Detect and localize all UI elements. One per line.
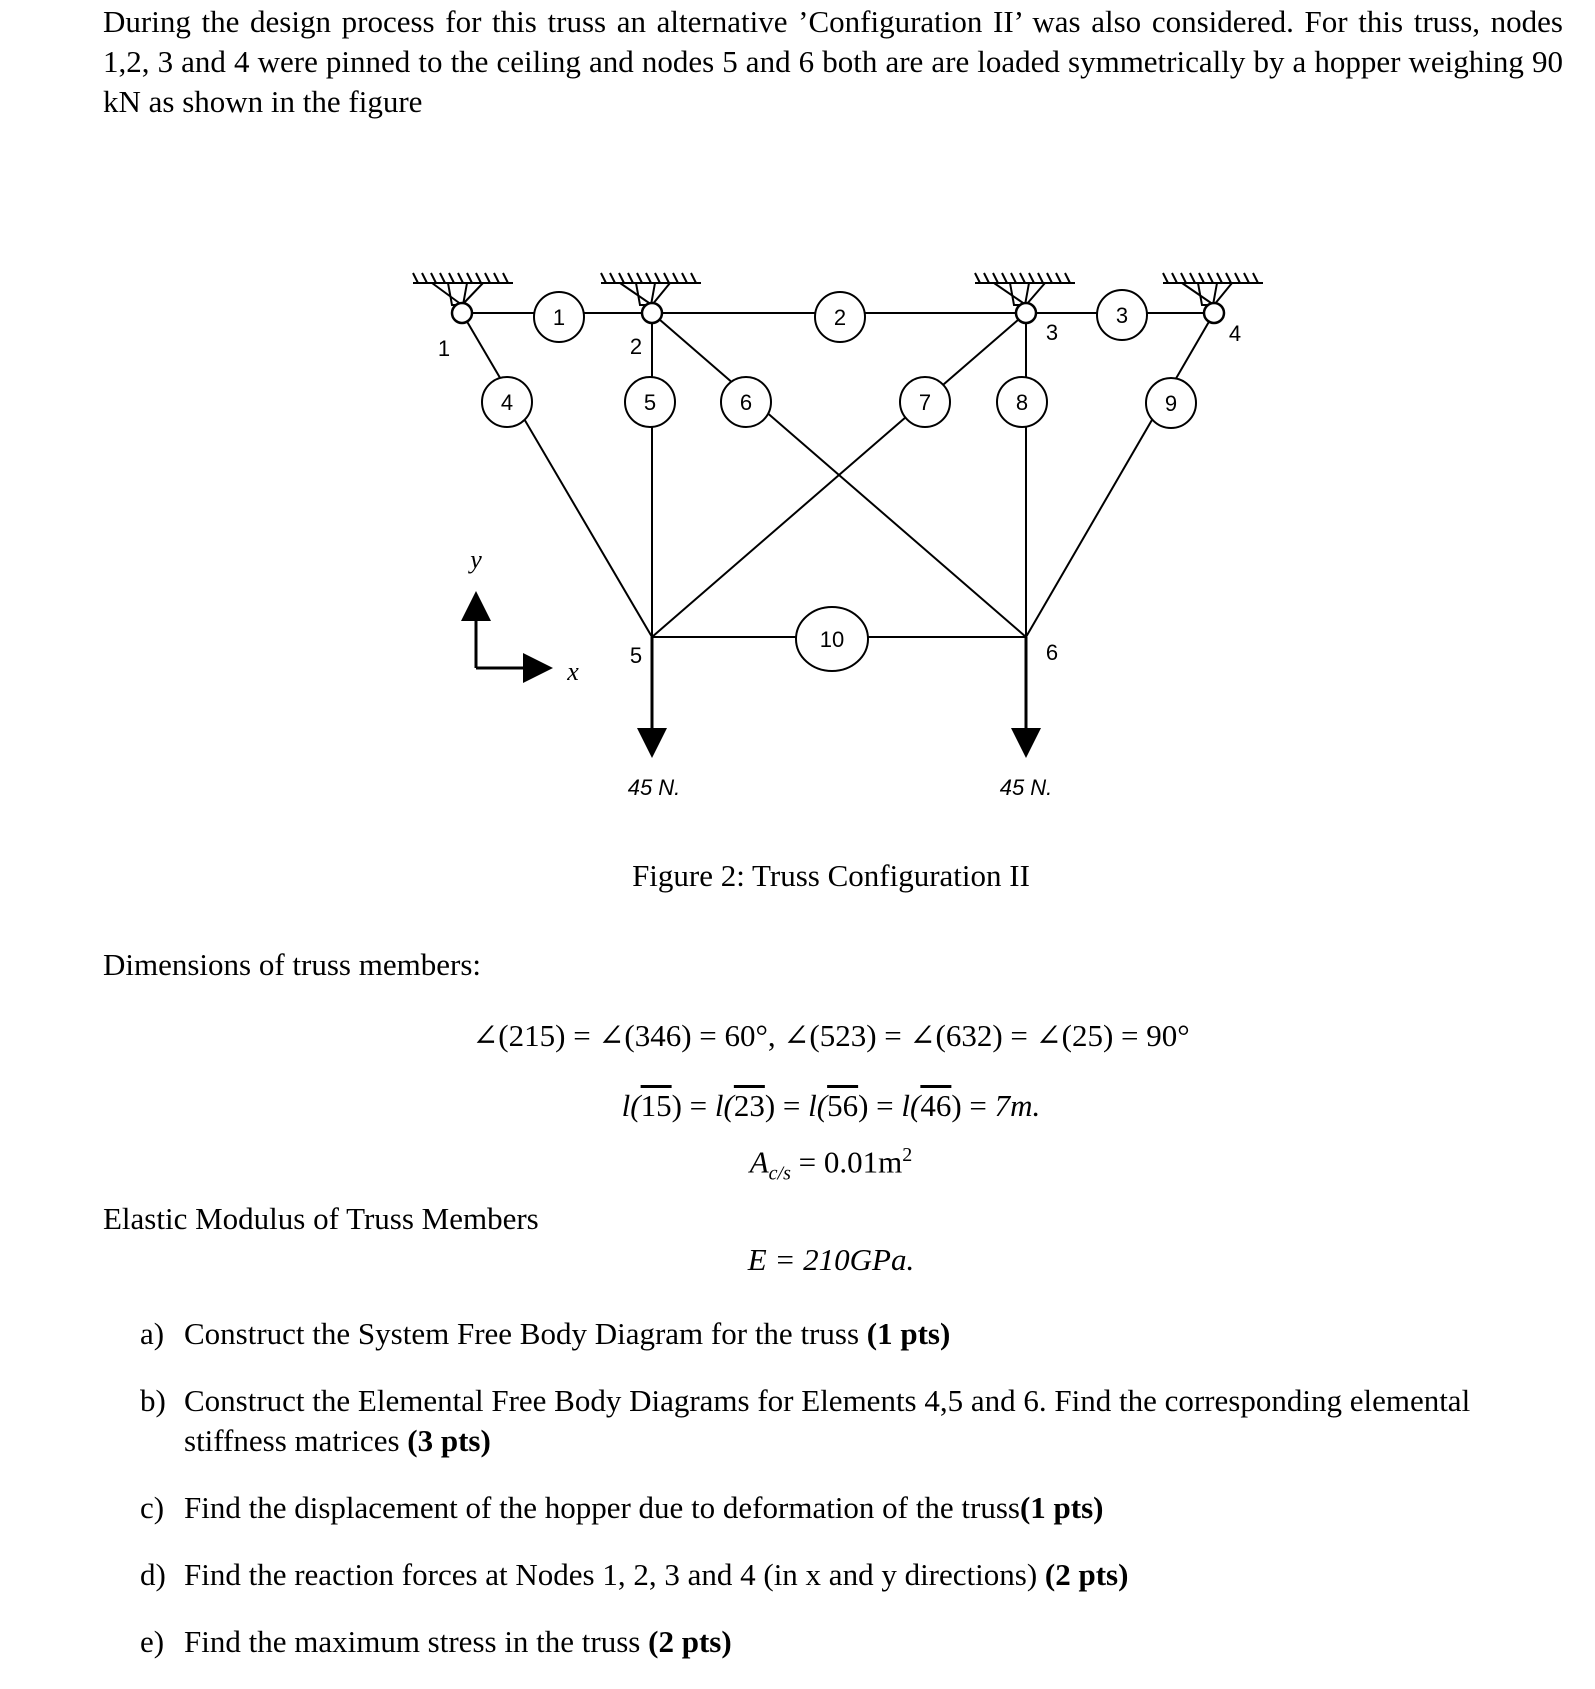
- truss-members: [462, 313, 1214, 637]
- ceiling-hatch-4: [1163, 273, 1263, 283]
- node-pin-4: [1204, 303, 1224, 323]
- axis-y-label: y: [470, 545, 482, 574]
- element-label-9: 9: [1164, 391, 1178, 416]
- length-46: 46: [920, 1088, 952, 1123]
- element-label-1: 1: [552, 305, 566, 330]
- angle-equation: ∠(215) = ∠(346) = 60°, ∠(523) = ∠(632) = ∠(25) = 90°: [472, 1018, 1190, 1053]
- element-label-7: 7: [918, 390, 932, 415]
- element-label-5: 5: [643, 390, 657, 415]
- node-label-5: 5: [629, 643, 643, 668]
- length-23: 23: [733, 1088, 765, 1123]
- element-label-4: 4: [500, 390, 514, 415]
- figure-caption: Figure 2: Truss Configuration II: [632, 858, 1030, 893]
- element-label-circles: [482, 290, 1196, 671]
- question-b: b) Construct the Elemental Free Body Diagrams for Elements 4,5 and 6. Find the corresponding elemental stiffness matrices (3 pts): [140, 1383, 1471, 1458]
- element-label-10: 10: [819, 627, 845, 652]
- node-label-6: 6: [1045, 640, 1059, 665]
- length-equation: l(15) = l(23) = l(56) = l(46) = 7m.: [621, 1088, 1041, 1123]
- element-label-6: 6: [739, 390, 753, 415]
- question-e: e) Find the maximum stress in the truss (2 pts): [140, 1624, 732, 1659]
- ceiling-hatch-1: [413, 273, 513, 283]
- node-pin-3: [1016, 303, 1036, 323]
- dimensions-heading: Dimensions of truss members:: [103, 947, 481, 982]
- elastic-equation: E = 210GPa.: [747, 1242, 915, 1277]
- load-label-right: 45 N.: [999, 775, 1053, 800]
- question-c: c) Find the displacement of the hopper due to deformation of the truss(1 pts): [140, 1490, 1104, 1525]
- intro-paragraph: During the design process for this truss an alternative ’Configuration II’ was also considered. For this truss, nodes 1,2, 3 and 4 were pinned to the ceiling and nodes 5 and 6 both are are loaded symmetrically by a hopper weighing 90 kN as shown in the figure: [103, 4, 1563, 119]
- element-label-8: 8: [1015, 390, 1029, 415]
- ceiling-hatches: [413, 273, 1263, 283]
- question-list: [140, 1314, 1563, 1689]
- node-label-4: 4: [1228, 321, 1242, 346]
- load-label-left: 45 N.: [627, 775, 681, 800]
- node-label-3: 3: [1045, 320, 1059, 345]
- length-56: 56: [827, 1088, 859, 1123]
- node-pin-1: [452, 303, 472, 323]
- question-d: d) Find the reaction forces at Nodes 1, 2, 3 and 4 (in x and y directions) (2 pts): [140, 1557, 1129, 1592]
- node-pin-2: [642, 303, 662, 323]
- member-4: [462, 313, 652, 637]
- elastic-heading: Elastic Modulus of Truss Members: [103, 1201, 539, 1236]
- area-equation: $A_{c/s} = 0.01m^2$: [749, 1144, 913, 1185]
- question-a: a) Construct the System Free Body Diagram for the truss (1 pts): [140, 1316, 951, 1351]
- ceiling-hatch-2: [601, 273, 701, 283]
- coordinate-axes: [467, 545, 579, 686]
- ceiling-hatch-3: [975, 273, 1075, 283]
- node-label-1: 1: [437, 336, 451, 361]
- node-label-2: 2: [629, 334, 643, 359]
- axis-x-label: x: [567, 657, 579, 686]
- member-9: [1026, 313, 1214, 637]
- length-15: 15: [640, 1088, 672, 1123]
- element-label-2: 2: [833, 305, 847, 330]
- element-label-3: 3: [1115, 303, 1129, 328]
